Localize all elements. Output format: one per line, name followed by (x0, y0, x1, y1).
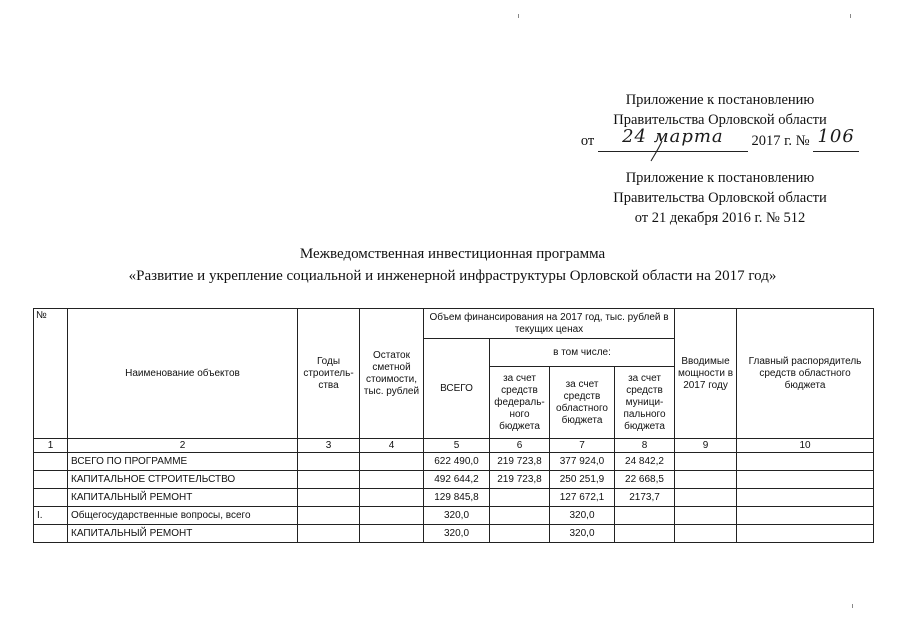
cell-capacity (675, 507, 737, 525)
cell-num (34, 489, 68, 507)
scan-mark (518, 14, 519, 18)
cell-balance (360, 525, 424, 543)
cell-years (298, 453, 360, 471)
cell-years (298, 489, 360, 507)
column-number: 4 (360, 439, 424, 453)
cell-capacity (675, 525, 737, 543)
table-body (34, 453, 874, 543)
cell-municipal (615, 507, 675, 525)
cell-municipal: 2173,7 (615, 489, 675, 507)
cell-balance (360, 507, 424, 525)
header-years: Годы строитель-ства (298, 309, 360, 439)
header-total: ВСЕГО (424, 339, 490, 439)
cell-regional: 377 924,0 (550, 453, 615, 471)
cell-years (298, 471, 360, 489)
header-num: № (34, 309, 68, 439)
cell-manager (737, 471, 874, 489)
handwritten-number: 106 (817, 126, 855, 147)
column-number: 8 (615, 439, 675, 453)
cell-municipal (615, 525, 675, 543)
cell-federal (490, 489, 550, 507)
column-number-row (34, 439, 874, 453)
cell-manager (737, 525, 874, 543)
cell-total: 320,0 (424, 507, 490, 525)
cell-federal (490, 525, 550, 543)
date-field (598, 126, 748, 152)
appendix-original-line1: Приложение к постановлению (625, 170, 815, 186)
cell-name: Общегосударственные вопросы, всего (68, 507, 298, 525)
cell-federal: 219 723,8 (490, 453, 550, 471)
table-row (34, 525, 874, 543)
cell-balance (360, 453, 424, 471)
header-including: в том числе: (490, 339, 675, 367)
header-manager: Главный распорядитель средств областного бюджета (737, 309, 874, 439)
cell-manager (737, 507, 874, 525)
header-name: Наименование объектов (68, 309, 298, 439)
cell-name: КАПИТАЛЬНОЕ СТРОИТЕЛЬСТВО (68, 471, 298, 489)
cell-municipal: 24 842,2 (615, 453, 675, 471)
cell-regional: 320,0 (550, 507, 615, 525)
column-number: 7 (550, 439, 615, 453)
pen-stroke-mark (648, 140, 668, 162)
cell-total: 622 490,0 (424, 453, 490, 471)
column-number: 9 (675, 439, 737, 453)
cell-capacity (675, 453, 737, 471)
header-federal: за счет средств федераль-ного бюджета (490, 367, 550, 439)
cell-regional: 250 251,9 (550, 471, 615, 489)
appendix-current-line1: Приложение к постановлению (625, 92, 815, 108)
cell-name: ВСЕГО ПО ПРОГРАММЕ (68, 453, 298, 471)
cell-municipal: 22 668,5 (615, 471, 675, 489)
cell-years (298, 507, 360, 525)
header-capacity: Вводимые мощности в 2017 году (675, 309, 737, 439)
cell-regional: 320,0 (550, 525, 615, 543)
appendix-original-line3: от 21 декабря 2016 г. № 512 (634, 210, 806, 226)
appendix-current (560, 90, 880, 152)
program-title: Межведомственная инвестиционная программа (299, 246, 606, 262)
appendix-original (560, 168, 880, 228)
program-subtitle: «Развитие и укрепление социальной и инженерной инфраструктуры Орловской области на 2017 год» (128, 268, 777, 284)
cell-federal (490, 507, 550, 525)
column-number: 10 (737, 439, 874, 453)
cell-total: 129 845,8 (424, 489, 490, 507)
cell-total: 492 644,2 (424, 471, 490, 489)
year-label: 2017 г. (751, 133, 793, 149)
table-row (34, 471, 874, 489)
appendix-original-line2: Правительства Орловской области (613, 190, 827, 206)
cell-manager (737, 453, 874, 471)
table-row (34, 507, 874, 525)
header-regional: за счет средств областного бюджета (550, 367, 615, 439)
column-number: 5 (424, 439, 490, 453)
cell-capacity (675, 471, 737, 489)
cell-federal: 219 723,8 (490, 471, 550, 489)
column-number: 3 (298, 439, 360, 453)
table-row (34, 453, 874, 471)
investment-program-table (33, 308, 874, 543)
number-sign: № (795, 133, 810, 149)
header-financing: Объем финансирования на 2017 год, тыс. рублей в текущих ценах (424, 309, 675, 339)
scan-mark (852, 604, 853, 608)
cell-num (34, 453, 68, 471)
header-balance: Остаток сметной стоимости, тыс. рублей (360, 309, 424, 439)
cell-regional: 127 672,1 (550, 489, 615, 507)
number-field (813, 126, 859, 152)
from-label: от (580, 133, 595, 149)
cell-num (34, 471, 68, 489)
column-number: 1 (34, 439, 68, 453)
table-row (34, 489, 874, 507)
cell-manager (737, 489, 874, 507)
appendix-current-date-line (560, 126, 880, 152)
appendix-current-line2: Правительства Орловской области (613, 112, 827, 128)
cell-total: 320,0 (424, 525, 490, 543)
header-municipal: за счет средств муници-пального бюджета (615, 367, 675, 439)
handwritten-date: 24 марта (622, 126, 724, 147)
cell-name: КАПИТАЛЬНЫЙ РЕМОНТ (68, 525, 298, 543)
cell-name: КАПИТАЛЬНЫЙ РЕМОНТ (68, 489, 298, 507)
cell-balance (360, 489, 424, 507)
column-number: 2 (68, 439, 298, 453)
column-number: 6 (490, 439, 550, 453)
cell-years (298, 525, 360, 543)
cell-num: I. (34, 507, 68, 525)
cell-capacity (675, 489, 737, 507)
scan-mark (850, 14, 851, 18)
cell-num (34, 525, 68, 543)
cell-balance (360, 471, 424, 489)
